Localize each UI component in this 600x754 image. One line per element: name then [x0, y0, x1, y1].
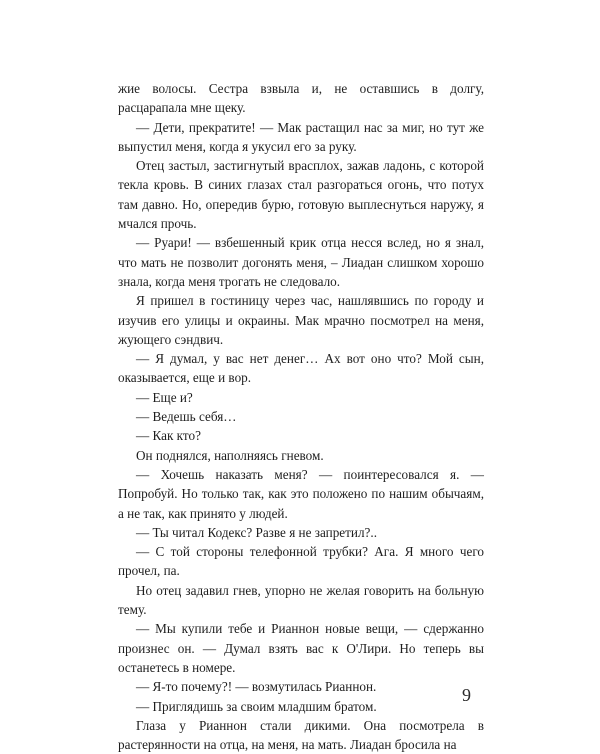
paragraph: Но отец задавил гнев, упорно не желая говорить на больную тему.: [118, 582, 484, 618]
paragraph: жие волосы. Сестра взвыла и, не оставшись в долгу, расцарапала мне щеку.: [118, 81, 484, 116]
paragraph: Глаза у Рианнон стали дикими. Она посмотрела в растерянности на отца, на меня, на мать. Лиадан бросила на: [118, 717, 484, 753]
paragraph: — Ведешь себя…: [136, 409, 237, 425]
paragraph: — Руари! — взбешенный крик отца несся вслед, но я знал, что мать не позволит догонять меня, – Лиадан слишком хорошо знала, когда меня трогать не следовало.: [118, 235, 484, 289]
paragraph: — Приглядишь за своим младшим братом.: [136, 698, 377, 714]
paragraph: Я пришел в гостиницу через час, нашлявшись по городу и изучив его улицы и окраины. Мак мрачно посмотрел на меня, жующего сэндвич.: [118, 293, 484, 347]
paragraph: — Ты читал Кодекс? Разве я не запретил?..: [136, 524, 378, 540]
paragraph: — Как кто?: [136, 428, 201, 444]
paragraph: Отец застыл, застигнутый врасплох, зажав ладонь, с которой текла кровь. В синих глазах стал разгораться огонь, что потух там давно. Но, опередив бурю, готовую выплеснуться наружу, я мчался прочь.: [118, 158, 484, 232]
paragraph: — Мы купили тебе и Рианнон новые вещи, — сдержанно произнес он. — Думал взять вас к О'Лири. Но теперь вы останетесь в номере.: [118, 621, 484, 675]
paragraph: — Дети, прекратите! — Мак растащил нас за миг, но тут же выпустил меня, когда я укусил его за руку.: [118, 119, 484, 154]
paragraph: — Хочешь наказать меня? — поинтересовался я. — Попробуй. Но только так, как это положено по нашим обычаям, а не так, как принято у людей.: [118, 466, 484, 521]
body-text: [118, 79, 484, 754]
paragraph: — Я-то почему?! — возмутилась Рианнон.: [136, 679, 377, 695]
page-number: 9: [462, 685, 471, 705]
paragraph: Он поднялся, наполняясь гневом.: [136, 447, 324, 463]
paragraph: — Я думал, у вас нет денег… Ах вот оно что? Мой сын, оказывается, еще и вор.: [118, 351, 484, 386]
paragraph: — С той стороны телефонной трубки? Ага. Я много чего прочел, па.: [118, 544, 484, 579]
paragraph: — Еще и?: [136, 389, 193, 405]
